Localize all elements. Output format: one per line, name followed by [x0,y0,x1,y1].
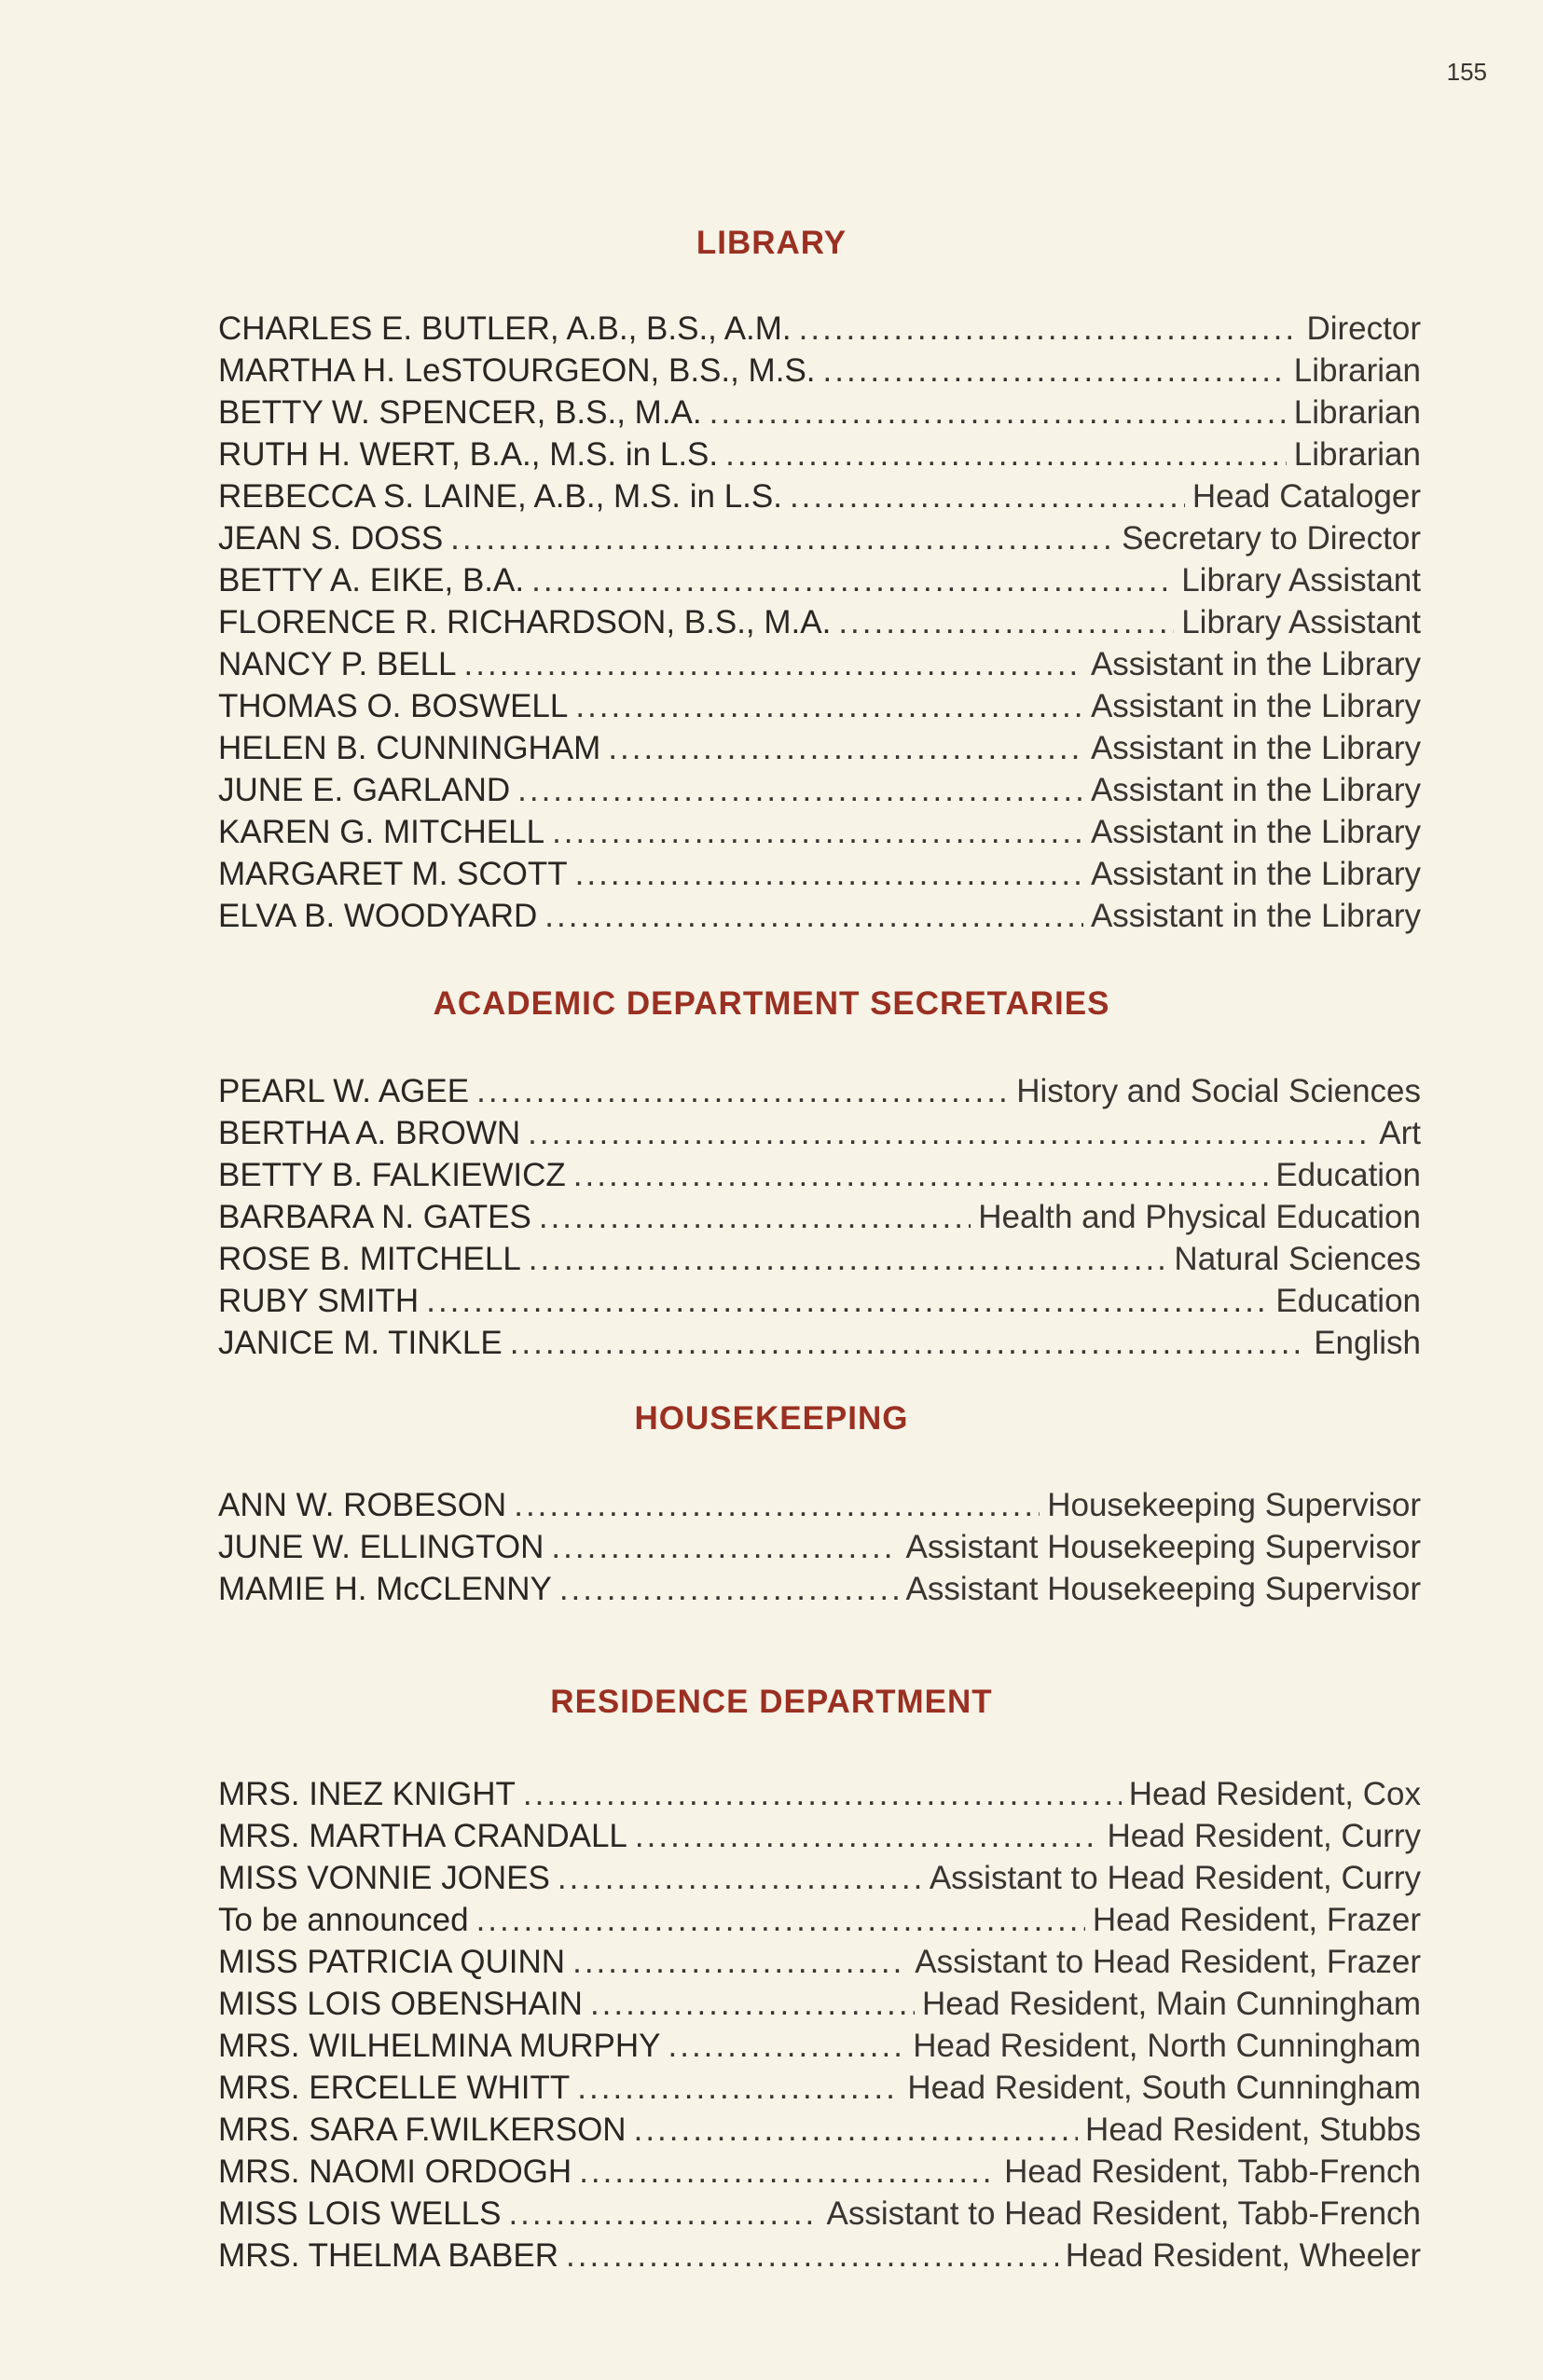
section-heading: RESIDENCE DEPARTMENT [550,1684,993,1720]
entry-name: BARBARA N. GATES [218,1199,531,1235]
list-item [218,853,1421,895]
dot-leader [790,475,1185,517]
entry-title: Head Resident, North Cunningham [913,2028,1421,2064]
list-item [218,392,1421,433]
entry-title: Housekeeping Supervisor [1047,1487,1421,1523]
list-item [218,475,1421,517]
list-item [218,1941,1421,1983]
list-item [218,1070,1421,1112]
entry-title: English [1314,1325,1421,1361]
entry-name: NANCY P. BELL [218,646,457,682]
entry-name: MISS VONNIE JONES [218,1860,550,1896]
entry-title: Secretary to Director [1122,520,1421,557]
list-item [218,308,1421,350]
list-item [218,2067,1421,2109]
dot-leader [573,1154,1269,1196]
entry-title: Assistant in the Library [1090,646,1421,682]
list-item [218,1983,1421,2025]
entry-name: REBECCA S. LAINE, A.B., M.S. in L.S. [218,478,782,515]
residence-department-list [218,1773,1421,2277]
dot-leader [559,1568,899,1610]
entry-title: Head Resident, Wheeler [1065,2237,1421,2274]
entry-title: Head Resident, Main Cunningham [921,1986,1421,2022]
entry-name: BERTHA A. BROWN [218,1115,521,1151]
entry-name: MRS. WILHELMINA MURPHY [218,2028,661,2064]
entry-title: Librarian [1293,352,1421,389]
housekeeping-list [218,1484,1421,1610]
entry-name: BETTY W. SPENCER, B.S., M.A. [218,394,702,431]
entry-name: RUTH H. WERT, B.A., M.S. in L.S. [218,436,719,473]
list-item [218,1484,1421,1526]
entry-name: MARGARET M. SCOTT [218,856,568,892]
entry-title: Assistant in the Library [1090,898,1421,934]
entry-name: MISS LOIS OBENSHAIN [218,1986,583,2022]
entry-title: Director [1306,310,1421,347]
list-item [218,1773,1421,1815]
library-list [218,308,1421,937]
entry-name: MRS. THELMA BABER [218,2237,559,2274]
list-item [218,433,1421,475]
housekeeping-section [0,1396,1543,1442]
library-section [0,220,1543,267]
entry-title: Assistant Housekeeping Supervisor [905,1529,1421,1565]
dot-leader [510,1322,1307,1364]
entry-title: History and Social Sciences [1016,1073,1421,1109]
list-item [218,1568,1421,1610]
entry-name: ANN W. ROBESON [218,1487,507,1523]
entry-name: JUNE W. ELLINGTON [218,1529,544,1565]
dot-leader [552,811,1083,853]
dot-leader [514,1484,1040,1526]
entry-name: PEARL W. AGEE [218,1073,470,1109]
dot-leader [608,727,1083,769]
dot-leader [575,685,1083,727]
dot-leader [539,1196,971,1238]
dot-leader [566,2235,1058,2277]
entry-name: ELVA B. WOODYARD [218,898,538,934]
entry-name: THOMAS O. BOSWELL [218,688,569,724]
list-item [218,643,1421,685]
section-heading: ACADEMIC DEPARTMENT SECRETARIES [433,985,1110,1022]
list-item [218,1154,1421,1196]
entry-name: MARTHA H. LeSTOURGEON, B.S., M.S. [218,352,816,389]
entry-name: MRS. INEZ KNIGHT [218,1776,516,1812]
list-item [218,1322,1421,1364]
entry-title: Assistant in the Library [1090,688,1421,724]
dot-leader [529,1238,1167,1280]
dot-leader [551,1526,898,1568]
entry-name: BETTY A. EIKE, B.A. [218,562,525,598]
dot-leader [508,2193,819,2235]
entry-title: Library Assistant [1181,604,1421,640]
entry-name: JANICE M. TINKLE [218,1325,503,1361]
entry-title: Head Resident, South Cunningham [907,2070,1421,2106]
academic-secretaries-list [218,1070,1421,1364]
list-item [218,559,1421,601]
entry-title: Assistant to Head Resident, Tabb-French [826,2195,1421,2232]
entry-title: Librarian [1293,436,1421,473]
list-item [218,1899,1421,1941]
dot-leader [838,601,1174,643]
entry-name: BETTY B. FALKIEWICZ [218,1157,566,1193]
dot-leader [572,1941,907,1983]
list-item [218,2151,1421,2193]
dot-leader [634,2109,1078,2151]
entry-title: Education [1275,1157,1421,1193]
dot-leader [450,517,1114,559]
dot-leader [635,1815,1100,1857]
academic-secretaries-section [0,981,1543,1027]
list-item [218,2193,1421,2235]
list-item [218,895,1421,937]
entry-title: Assistant in the Library [1090,730,1421,766]
dot-leader [725,433,1287,475]
entry-name: MISS LOIS WELLS [218,2195,502,2232]
entry-title: Librarian [1293,394,1421,431]
dot-leader [531,559,1174,601]
dot-leader [517,769,1083,811]
list-item [218,1196,1421,1238]
entry-name: ROSE B. MITCHELL [218,1241,521,1277]
dot-leader [590,1983,915,2025]
entry-name: HELEN B. CUNNINGHAM [218,730,601,766]
dot-leader [577,2067,900,2109]
entry-name: MRS. ERCELLE WHITT [218,2070,571,2106]
dot-leader [544,895,1083,937]
entry-name: MRS. NAOMI ORDOGH [218,2153,572,2190]
entry-name: MRS. MARTHA CRANDALL [218,1818,627,1854]
entry-title: Assistant in the Library [1090,772,1421,808]
list-item [218,769,1421,811]
entry-title: Natural Sciences [1174,1241,1421,1277]
entry-name: MAMIE H. McCLENNY [218,1571,552,1607]
dot-leader [575,853,1083,895]
dot-leader [799,308,1300,350]
entry-title: Head Resident, Tabb-French [1004,2153,1421,2190]
list-item [218,1280,1421,1322]
section-heading: HOUSEKEEPING [634,1400,909,1437]
entry-title: Head Resident, Curry [1107,1818,1421,1854]
dot-leader [426,1280,1268,1322]
entry-name: MRS. SARA F.WILKERSON [218,2112,627,2148]
entry-title: Library Assistant [1181,562,1421,598]
entry-title: Assistant Housekeeping Supervisor [905,1571,1421,1607]
list-item [218,685,1421,727]
dot-leader [464,643,1083,685]
list-item [218,1857,1421,1899]
entry-title: Education [1275,1283,1421,1319]
list-item [218,517,1421,559]
dot-leader [710,392,1287,433]
dot-leader [579,2151,997,2193]
residence-department-section [0,1679,1543,1726]
entry-title: Head Resident, Stubbs [1085,2112,1421,2148]
entry-title: Assistant to Head Resident, Frazer [915,1944,1421,1980]
entry-title: Assistant in the Library [1090,814,1421,850]
list-item [218,1815,1421,1857]
list-item [218,601,1421,643]
list-item [218,811,1421,853]
entry-title: Head Resident, Frazer [1092,1902,1421,1938]
dot-leader [668,2025,906,2067]
entry-name: MISS PATRICIA QUINN [218,1944,566,1980]
list-item [218,1238,1421,1280]
list-item [218,2109,1421,2151]
entry-name: JUNE E. GARLAND [218,772,511,808]
section-heading: LIBRARY [696,225,847,261]
list-item [218,2235,1421,2277]
entry-name: FLORENCE R. RICHARDSON, B.S., M.A. [218,604,832,640]
dot-leader [823,350,1287,392]
entry-name: To be announced [218,1902,469,1938]
list-item [218,2025,1421,2067]
dot-leader [523,1773,1122,1815]
page-number: 155 [1446,58,1487,86]
dot-leader [476,1899,1085,1941]
entry-title: Health and Physical Education [978,1199,1421,1235]
entry-title: Head Resident, Cox [1128,1776,1421,1812]
list-item [218,1112,1421,1154]
dot-leader [528,1112,1371,1154]
entry-title: Assistant in the Library [1090,856,1421,892]
entry-title: Assistant to Head Resident, Curry [929,1860,1421,1896]
entry-name: JEAN S. DOSS [218,520,444,557]
list-item [218,350,1421,392]
list-item [218,1526,1421,1568]
entry-name: RUBY SMITH [218,1283,420,1319]
entry-name: CHARLES E. BUTLER, A.B., B.S., A.M. [218,310,792,347]
dot-leader [558,1857,922,1899]
entry-title: Head Cataloger [1192,478,1421,515]
list-item [218,727,1421,769]
entry-title: Art [1379,1115,1421,1151]
dot-leader [476,1070,1009,1112]
entry-name: KAREN G. MITCHELL [218,814,545,850]
